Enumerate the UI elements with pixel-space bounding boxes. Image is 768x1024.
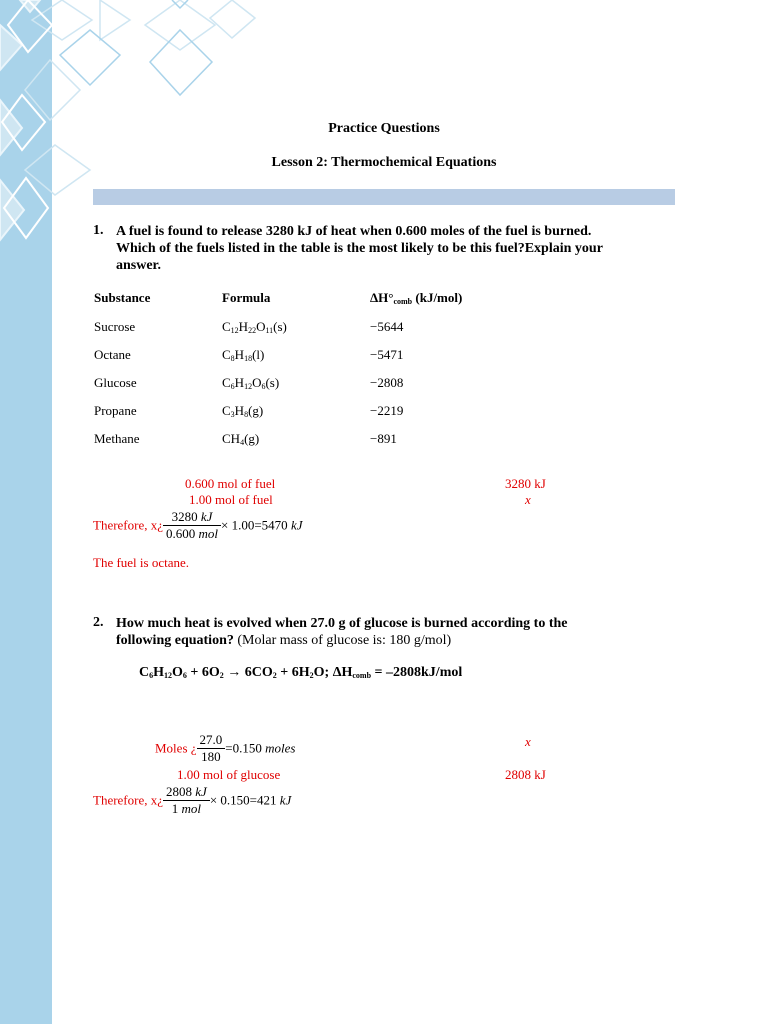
lesson-subtitle: Lesson 2: Thermochemical Equations (271, 155, 497, 170)
table-header-formula: Formula (222, 290, 271, 305)
answer-2-result: × 0.150=421 kJ (209, 792, 292, 808)
table-cell-formula: $CH_4(g)$ (222, 431, 260, 447)
table-cell-substance: Methane (94, 431, 140, 446)
combustion-equation: $C_6H_{12}O_6 + 6O_2 \to 6CO_2 + 6H_2O$; $\Delta H_{comb} = -2808kJ/mol$ (139, 665, 463, 680)
table-cell-formula: $C_8H_{18}(l)$ (222, 347, 265, 363)
question-2-line-1: How much heat is evolved when 27.0 g of glucose is burned according to the (116, 616, 568, 631)
answer-2-ratio-right-2: 2808 kJ (505, 767, 546, 782)
answer-1-ratio-left-1: 0.600 mol of fuel (185, 476, 276, 491)
answer-1-ratio-right-1: 3280 kJ (505, 476, 546, 491)
answer-2-ratio-right-1: x (525, 734, 531, 749)
question-1-text (116, 223, 676, 274)
question-2-text (116, 615, 676, 649)
answer-2-calculation (93, 784, 291, 817)
table-cell-formula: $C_{12}H_{22}O_{11}(s)$ (222, 319, 287, 335)
question-1-number: 1. (93, 223, 104, 238)
answer-2-moles-fraction: $\frac{27.0}{180}$ (197, 732, 226, 765)
answer-2-moles-label: Moles ¿ (155, 740, 197, 756)
question-1-line-3: answer. (116, 258, 161, 273)
table-cell-enthalpy: −2808 (370, 375, 404, 390)
table-header-substance: Substance (94, 290, 151, 305)
table-cell-substance: Sucrose (94, 319, 136, 334)
table-header-enthalpy: $\Delta H^\circ_{comb}$ (kJ/mol) (370, 290, 463, 306)
answer-1-calculation (93, 509, 302, 542)
table-cell-formula: $C_3H_8(g)$ (222, 403, 264, 419)
answer-1-fraction: $\frac{3280 kJ}{\text{0.600 mol}}$ (163, 509, 221, 542)
page-title: Practice Questions (328, 121, 440, 136)
answer-1-therefore: Therefore, x¿ (93, 517, 164, 533)
question-2-line-2: following equation? (Molar mass of glucose is: 180 g/mol) (116, 633, 452, 648)
answer-2-ratio-left-2: 1.00 mol of glucose (177, 767, 281, 782)
table-cell-substance: Octane (94, 347, 131, 362)
answer-2-therefore: Therefore, x¿ (93, 792, 164, 808)
question-2-number: 2. (93, 615, 104, 630)
question-1-line-1: A fuel is found to release 3280 kJ of heat when 0.600 moles of the fuel is burned. (116, 224, 592, 239)
table-cell-substance: Glucose (94, 375, 137, 390)
table-cell-enthalpy: −2219 (370, 403, 404, 418)
answer-1-conclusion: The fuel is octane. (93, 555, 190, 570)
answer-2-moles-calculation (155, 732, 295, 765)
header-band (93, 189, 675, 205)
table-cell-enthalpy: −5644 (370, 319, 404, 334)
table-cell-formula: $C_6H_{12}O_6(s)$ (222, 375, 280, 391)
answer-2-moles-result: =0.150 moles (225, 740, 296, 756)
answer-1-result: × 1.00=5470 kJ (221, 517, 303, 533)
answer-1-ratio-left-2: 1.00 mol of fuel (189, 492, 273, 507)
answer-1-ratio-right-2: x (525, 492, 531, 507)
table-cell-enthalpy: −5471 (370, 347, 404, 362)
table-cell-enthalpy: −891 (370, 431, 397, 446)
table-cell-substance: Propane (94, 403, 137, 418)
question-1-line-2: Which of the fuels listed in the table is the most likely to be this fuel?Explain your (116, 241, 603, 256)
answer-2-fraction: $\frac{2808 kJ}{\text{1 mol}}$ (163, 784, 210, 817)
